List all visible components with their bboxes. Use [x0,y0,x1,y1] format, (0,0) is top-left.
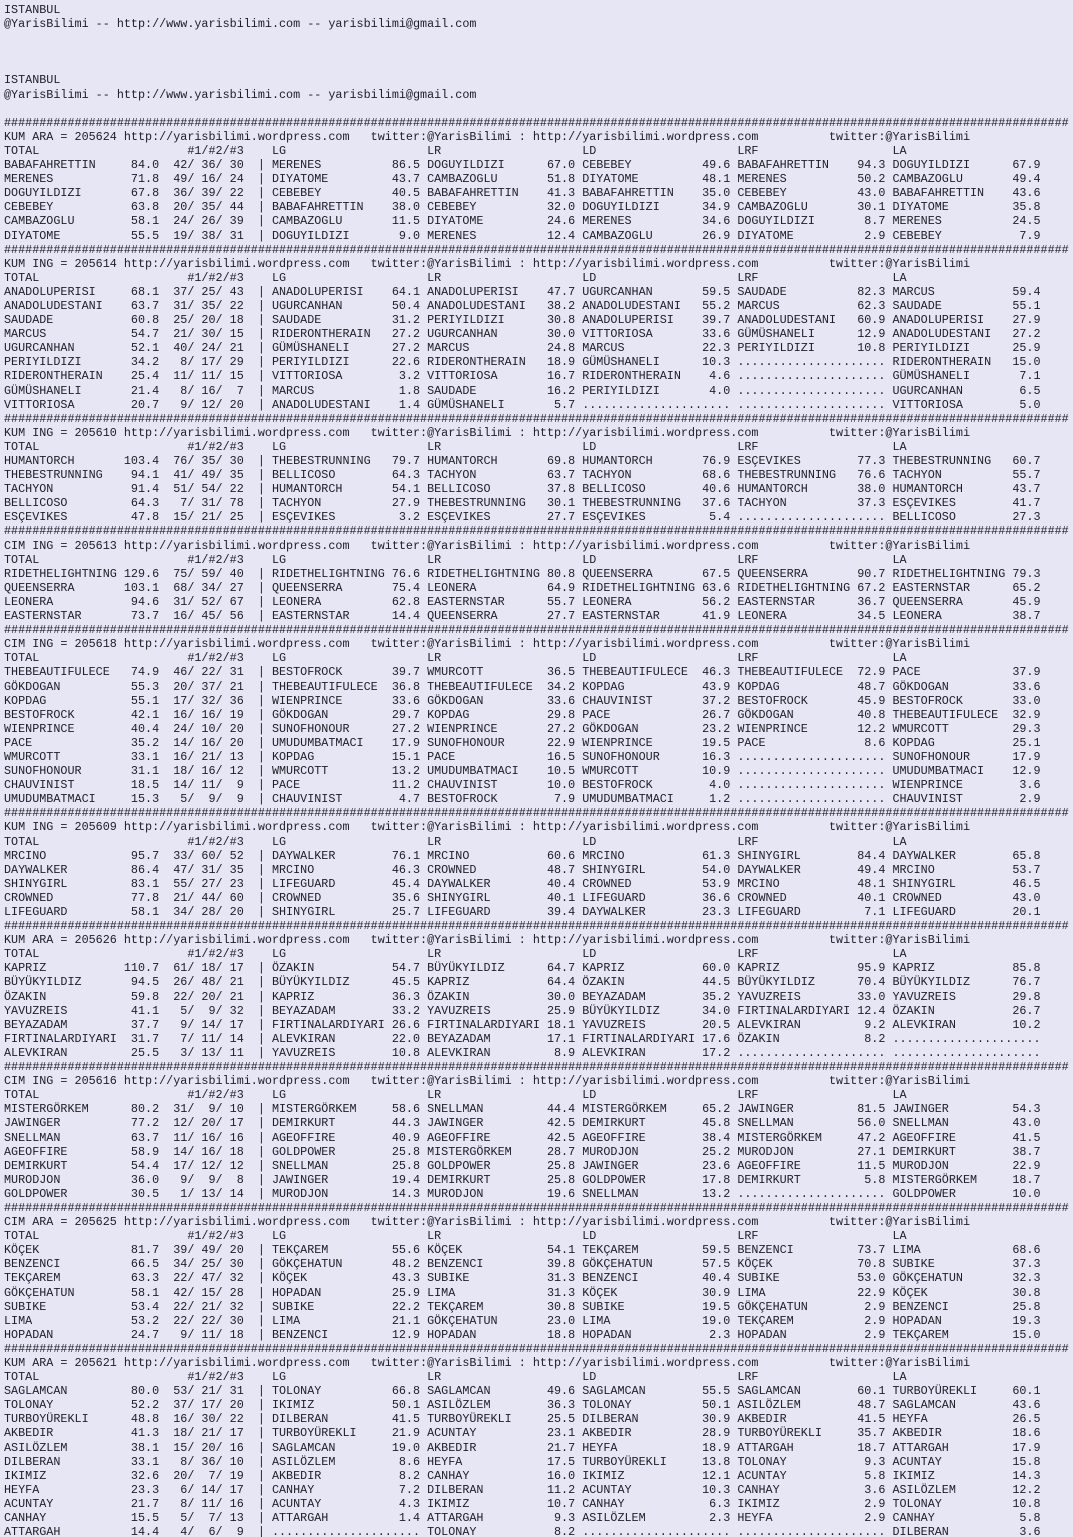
horse-row: ÖZAKIN 59.8 22/ 20/ 21 | KAPRIZ 36.3 ÖZAKIN 30.0 BEYAZADAM 35.2 YAVUZREIS 33.0 YAVUZREIS 29.8 [4,989,1041,1004]
column-header-line: TOTAL #1/#2/#3 LG LR LD LRF LA [4,651,907,666]
section-header-line: KUM ING = 205609 http://yarisbilimi.wordpress.com twitter:@YarisBilimi : http://yarisbilimi.wordpress.com twitter:@YarisBilimi [4,820,971,835]
horse-row: PERIYILDIZI 34.2 8/ 17/ 29 | PERIYILDIZI 22.6 RIDERONTHERAIN 18.9 GÜMÜSHANELI 10.3 ..................... RIDERONTHERAIN 15.0 [4,355,1041,370]
horse-row: SUBIKE 53.4 22/ 21/ 32 | SUBIKE 22.2 TEKÇAREM 30.8 SUBIKE 19.5 GÖKÇEHATUN 2.9 BENZENCI 25.8 [4,1299,1041,1314]
horse-row: UMUDUMBATMACI 15.3 5/ 9/ 9 | CHAUVINIST 4.7 BESTOFROCK 7.9 UMUDUMBATMACI 1.2 ..................... CHAUVINIST 2.9 [4,792,1041,807]
column-header-line: TOTAL #1/#2/#3 LG LR LD LRF LA [4,1088,907,1103]
separator-line: ####################################################################################################################################################### [4,806,1069,821]
horse-row: ESÇEVIKES 47.8 15/ 21/ 25 | ESÇEVIKES 3.2 ESÇEVIKES 27.7 ESÇEVIKES 5.4 ..................... BELLICOSO 27.3 [4,510,1041,525]
horse-row: HEYFA 23.3 6/ 14/ 17 | CANHAY 7.2 DILBERAN 11.2 ACUNTAY 10.3 CANHAY 3.6 ASILÖZLEM 12.2 [4,1482,1041,1497]
horse-row: DEMIRKURT 54.4 17/ 12/ 12 | SNELLMAN 25.8 GOLDPOWER 25.8 JAWINGER 23.6 AGEOFFIRE 11.5 MURODJON 22.9 [4,1158,1041,1173]
horse-row: LIMA 53.2 22/ 22/ 30 | LIMA 21.1 GÖKÇEHATUN 23.0 LIMA 19.0 TEKÇAREM 2.9 HOPADAN 19.3 [4,1313,1041,1328]
section-header-line: CIM ARA = 205625 http://yarisbilimi.wordpress.com twitter:@YarisBilimi : http://yarisbilimi.wordpress.com twitter:@YarisBilimi [4,1215,971,1230]
horse-row: RIDETHELIGHTNING 129.6 75/ 59/ 40 | RIDETHELIGHTNING 76.6 RIDETHELIGHTNING 80.8 QUEENSERRA 67.5 QUEENSERRA 90.7 RIDETHELIGHTNING 79.3 [4,566,1041,581]
horse-row: WMURCOTT 33.1 16/ 21/ 13 | KOPDAG 15.1 PACE 16.5 SUNOFHONOUR 16.3 ..................... SUNOFHONOUR 17.9 [4,749,1041,764]
horse-row: KÖÇEK 81.7 39/ 49/ 20 | TEKÇAREM 55.6 KÖÇEK 54.1 TEKÇAREM 59.5 BENZENCI 73.7 LIMA 68.6 [4,1243,1041,1258]
horse-row: ANADOLUDESTANI 63.7 31/ 35/ 22 | UGURCANHAN 50.4 ANADOLUDESTANI 38.2 ANADOLUDESTANI 55.2 MARCUS 62.3 SAUDADE 55.1 [4,298,1041,313]
horse-row: AKBEDIR 41.3 18/ 21/ 17 | TURBOYÜREKLI 21.9 ACUNTAY 23.1 AKBEDIR 28.9 TURBOYÜREKLI 35.7 AKBEDIR 18.6 [4,1426,1041,1441]
horse-row: CANHAY 15.5 5/ 7/ 13 | ATTARGAH 1.4 ATTARGAH 9.3 ASILÖZLEM 2.3 HEYFA 2.9 CANHAY 5.8 [4,1511,1041,1526]
horse-row: WIENPRINCE 40.4 24/ 10/ 20 | SUNOFHONOUR 27.2 WIENPRINCE 27.2 GÖKDOGAN 23.2 WIENPRINCE 12.2 WMURCOTT 29.3 [4,721,1041,736]
column-header-line: TOTAL #1/#2/#3 LG LR LD LRF LA [4,439,907,454]
horse-row: FIRTINALARDIYARI 31.7 7/ 11/ 14 | ALEVKIRAN 22.0 BEYAZADAM 17.1 FIRTINALARDIYARI 17.6 ÖZAKIN 8.2 ..................... [4,1031,1041,1046]
horse-row: MISTERGÖRKEM 80.2 31/ 9/ 10 | MISTERGÖRKEM 58.6 SNELLMAN 44.4 MISTERGÖRKEM 65.2 JAWINGER 81.5 JAWINGER 54.3 [4,1102,1041,1117]
section-header-line: CIM ING = 205618 http://yarisbilimi.wordpress.com twitter:@YarisBilimi : http://yarisbilimi.wordpress.com twitter:@YarisBilimi [4,637,971,652]
intro-title: ISTANBUL [4,73,61,88]
horse-row: SNELLMAN 63.7 11/ 16/ 16 | AGEOFFIRE 40.9 AGEOFFIRE 42.5 AGEOFFIRE 38.4 MISTERGÖRKEM 47.2 AGEOFFIRE 41.5 [4,1130,1041,1145]
horse-row: RIDERONTHERAIN 25.4 11/ 11/ 15 | VITTORIOSA 3.2 VITTORIOSA 16.7 RIDERONTHERAIN 4.6 ..................... GÜMÜSHANELI 7.1 [4,369,1041,384]
horse-row: CAMBAZOGLU 58.1 24/ 26/ 39 | CAMBAZOGLU 11.5 DIYATOME 24.6 MERENES 34.6 DOGUYILDIZI 8.7 MERENES 24.5 [4,214,1041,229]
section-header-line: KUM ARA = 205621 http://yarisbilimi.wordpress.com twitter:@YarisBilimi : http://yarisbilimi.wordpress.com twitter:@YarisBilimi [4,1356,971,1370]
horse-row: GÖKDOGAN 55.3 20/ 37/ 21 | THEBEAUTIFULECE 36.8 THEBEAUTIFULECE 34.2 KOPDAG 43.9 KOPDAG 48.7 GÖKDOGAN 33.6 [4,679,1041,694]
horse-row: KOPDAG 55.1 17/ 32/ 36 | WIENPRINCE 33.6 GÖKDOGAN 33.6 CHAUVINIST 37.2 BESTOFROCK 45.9 BESTOFROCK 33.0 [4,693,1041,708]
horse-row: DAYWALKER 86.4 47/ 31/ 35 | MRCINO 46.3 CROWNED 48.7 SHINYGIRL 54.0 DAYWALKER 49.4 MRCINO 53.7 [4,862,1041,877]
section-header-line: KUM ARA = 205624 http://yarisbilimi.wordpress.com twitter:@YarisBilimi : http://yarisbilimi.wordpress.com twitter:@YarisBilimi [4,129,971,144]
horse-row: BENZENCI 66.5 34/ 25/ 30 | GÖKÇEHATUN 48.2 BENZENCI 39.8 GÖKÇEHATUN 57.5 KÖÇEK 70.8 SUBIKE 37.3 [4,1257,1041,1272]
section-header-line: CIM ING = 205616 http://yarisbilimi.wordpress.com twitter:@YarisBilimi : http://yarisbilimi.wordpress.com twitter:@YarisBilimi [4,1074,971,1089]
horse-row: ACUNTAY 21.7 8/ 11/ 16 | ACUNTAY 4.3 IKIMIZ 10.7 CANHAY 6.3 IKIMIZ 2.9 TOLONAY 10.8 [4,1496,1041,1511]
horse-row: TURBOYÜREKLI 48.8 16/ 30/ 22 | DILBERAN 41.5 TURBOYÜREKLI 25.5 DILBERAN 30.9 AKBEDIR 41.5 HEYFA 26.5 [4,1412,1041,1427]
horse-row: VITTORIOSA 20.7 9/ 12/ 20 | ANADOLUDESTANI 1.4 GÜMÜSHANELI 5.7 ..................... ..................... VITTORIOSA 5.0 [4,397,1041,412]
separator-line: ####################################################################################################################################################### [4,411,1069,426]
horse-row: THEBEAUTIFULECE 74.9 46/ 22/ 31 | BESTOFROCK 39.7 WMURCOTT 36.5 THEBEAUTIFULECE 46.3 THEBEAUTIFULECE 72.9 PACE 37.9 [4,665,1041,680]
horse-row: CHAUVINIST 18.5 14/ 11/ 9 | PACE 11.2 CHAUVINIST 10.0 BESTOFROCK 4.0 ..................... WIENPRINCE 3.6 [4,778,1041,793]
separator-line: ####################################################################################################################################################### [4,1060,1069,1075]
horse-row: HOPADAN 24.7 9/ 11/ 18 | BENZENCI 12.9 HOPADAN 18.8 HOPADAN 2.3 HOPADAN 2.9 TEKÇAREM 15.0 [4,1327,1041,1342]
blank-line [4,31,1073,45]
horse-row: YAVUZREIS 41.1 5/ 9/ 32 | BEYAZADAM 33.2 YAVUZREIS 25.9 BÜYÜKYILDIZ 34.0 FIRTINALARDIYARI 12.4 ÖZAKIN 26.7 [4,1003,1041,1018]
horse-row: SAGLAMCAN 80.0 53/ 21/ 31 | TOLONAY 66.8 SAGLAMCAN 49.6 SAGLAMCAN 55.5 SAGLAMCAN 60.1 TURBOYÜREKLI 60.1 [4,1384,1041,1399]
horse-row: CEBEBEY 63.8 20/ 35/ 44 | BABAFAHRETTIN 38.0 CEBEBEY 32.0 DOGUYILDIZI 34.9 CAMBAZOGLU 30.1 DIYATOME 35.8 [4,200,1041,215]
horse-row: TOLONAY 52.2 37/ 17/ 20 | IKIMIZ 50.1 ASILÖZLEM 36.3 TOLONAY 50.1 ASILÖZLEM 48.7 SAGLAMCAN 43.6 [4,1398,1041,1413]
separator-line: ####################################################################################################################################################### [4,1341,1069,1356]
separator-line: ####################################################################################################################################################### [4,1200,1069,1215]
horse-row: GÜMÜSHANELI 21.4 8/ 16/ 7 | MARCUS 1.8 SAUDADE 16.2 PERIYILDIZI 4.0 ..................... UGURCANHAN 6.5 [4,383,1041,398]
horse-row: ATTARGAH 14.4 4/ 6/ 9 | ..................... TOLONAY 8.2 ..................... ..................... DILBERAN 3.6 [4,1525,1041,1537]
horse-row: HUMANTORCH 103.4 76/ 35/ 30 | THEBESTRUNNING 79.7 HUMANTORCH 69.8 HUMANTORCH 76.9 ESÇEVIKES 77.3 THEBESTRUNNING 60.7 [4,454,1041,468]
horse-row: BEYAZADAM 37.7 9/ 14/ 17 | FIRTINALARDIYARI 26.6 FIRTINALARDIYARI 18.1 YAVUZREIS 20.5 ALEVKIRAN 9.2 ALEVKIRAN 10.2 [4,1017,1041,1032]
horse-row: MURODJON 36.0 9/ 9/ 8 | JAWINGER 19.4 DEMIRKURT 25.8 GOLDPOWER 17.8 DEMIRKURT 5.8 MISTERGÖRKEM 18.7 [4,1172,1041,1187]
horse-row: KAPRIZ 110.7 61/ 18/ 17 | ÖZAKIN 54.7 BÜYÜKYILDIZ 64.7 KAPRIZ 60.0 KAPRIZ 95.9 KAPRIZ 85.8 [4,961,1041,976]
horse-row: BABAFAHRETTIN 84.0 42/ 36/ 30 | MERENES 86.5 DOGUYILDIZI 67.0 CEBEBEY 49.6 BABAFAHRETTIN 94.3 DOGUYILDIZI 67.9 [4,158,1041,173]
separator-line: ####################################################################################################################################################### [4,623,1069,638]
horse-row: AGEOFFIRE 58.9 14/ 16/ 18 | GOLDPOWER 25.8 MISTERGÖRKEM 28.7 MURODJON 25.2 MURODJON 27.1 DEMIRKURT 38.7 [4,1144,1041,1159]
horse-row: ALEVKIRAN 25.5 3/ 13/ 11 | YAVUZREIS 10.8 ALEVKIRAN 8.9 ALEVKIRAN 17.2 ..................... ..................... [4,1045,1041,1060]
section-header-line: CIM ING = 205613 http://yarisbilimi.wordpress.com twitter:@YarisBilimi : http://yarisbilimi.wordpress.com twitter:@YarisBilimi [4,538,971,553]
section-header-line: KUM ARA = 205626 http://yarisbilimi.wordpress.com twitter:@YarisBilimi : http://yarisbilimi.wordpress.com twitter:@YarisBilimi [4,933,971,948]
horse-row: TACHYON 91.4 51/ 54/ 22 | HUMANTORCH 54.1 BELLICOSO 37.8 BELLICOSO 40.6 HUMANTORCH 38.0 HUMANTORCH 43.7 [4,482,1041,497]
horse-row: SUNOFHONOUR 31.1 18/ 16/ 12 | WMURCOTT 13.2 UMUDUMBATMACI 10.5 WMURCOTT 10.9 ..................... UMUDUMBATMACI 12.9 [4,764,1041,779]
blank-line [4,45,1073,59]
horse-row: ASILÖZLEM 38.1 15/ 20/ 16 | SAGLAMCAN 19.0 AKBEDIR 21.7 HEYFA 18.9 ATTARGAH 18.7 ATTARGAH 17.9 [4,1440,1041,1455]
horse-row: BESTOFROCK 42.1 16/ 16/ 19 | GÖKDOGAN 29.7 KOPDAG 29.8 PACE 26.7 GÖKDOGAN 40.8 THEBEAUTIFULECE 32.9 [4,707,1041,722]
horse-row: ANADOLUPERISI 68.1 37/ 25/ 43 | ANADOLUPERISI 64.1 ANADOLUPERISI 47.7 UGURCANHAN 59.5 SAUDADE 82.3 MARCUS 59.4 [4,284,1041,299]
horse-row: GÖKÇEHATUN 58.1 42/ 15/ 28 | HOPADAN 25.9 LIMA 31.3 KÖÇEK 30.9 LIMA 22.9 KÖÇEK 30.8 [4,1285,1041,1300]
horse-row: LEONERA 94.6 31/ 52/ 67 | LEONERA 62.8 EASTERNSTAR 55.7 LEONERA 56.2 EASTERNSTAR 36.7 QUEENSERRA 45.9 [4,594,1041,609]
separator-line: ####################################################################################################################################################### [4,115,1069,130]
column-header-line: TOTAL #1/#2/#3 LG LR LD LRF LA [4,552,907,567]
horse-row: MARCUS 54.7 21/ 30/ 15 | RIDERONTHERAIN 27.2 UGURCANHAN 30.0 VITTORIOSA 33.6 GÜMÜSHANELI 12.9 ANADOLUDESTANI 27.2 [4,327,1041,342]
blank-line [4,102,1073,116]
horse-row: MERENES 71.8 49/ 16/ 24 | DIYATOME 43.7 CAMBAZOGLU 51.8 DIYATOME 48.1 MERENES 50.2 CAMBAZOGLU 49.4 [4,172,1041,187]
horse-row: BELLICOSO 64.3 7/ 31/ 78 | TACHYON 27.9 THEBESTRUNNING 30.1 THEBESTRUNNING 37.6 TACHYON 37.3 ESÇEVIKES 41.7 [4,496,1041,511]
intro-byline: @YarisBilimi -- http://www.yarisbilimi.com -- yarisbilimi@gmail.com [4,17,477,32]
horse-row: GOLDPOWER 30.5 1/ 13/ 14 | MURODJON 14.3 MURODJON 19.6 SNELLMAN 13.2 ..................... GOLDPOWER 10.0 [4,1186,1041,1201]
horse-row: MRCINO 95.7 33/ 60/ 52 | DAYWALKER 76.1 MRCINO 60.6 MRCINO 61.3 SHINYGIRL 84.4 DAYWALKER 65.8 [4,848,1041,863]
horse-row: LIFEGUARD 58.1 34/ 28/ 20 | SHINYGIRL 25.7 LIFEGUARD 39.4 DAYWALKER 23.3 LIFEGUARD 7.1 LIFEGUARD 20.1 [4,905,1041,919]
horse-row: SAUDADE 60.8 25/ 20/ 18 | SAUDADE 31.2 PERIYILDIZI 30.8 ANADOLUPERISI 39.7 ANADOLUDESTANI 60.9 ANADOLUPERISI 27.9 [4,313,1041,328]
separator-line: ####################################################################################################################################################### [4,919,1069,934]
column-header-line: TOTAL #1/#2/#3 LG LR LD LRF LA [4,270,907,285]
blank-line [4,59,1073,73]
horse-row: IKIMIZ 32.6 20/ 7/ 19 | AKBEDIR 8.2 CANHAY 16.0 IKIMIZ 12.1 ACUNTAY 5.8 IKIMIZ 14.3 [4,1468,1041,1483]
horse-row: UGURCANHAN 52.1 40/ 24/ 21 | GÜMÜSHANELI 27.2 MARCUS 24.8 MARCUS 22.3 PERIYILDIZI 10.8 PERIYILDIZI 25.9 [4,341,1041,356]
separator-line: ####################################################################################################################################################### [4,524,1069,539]
column-header-line: TOTAL #1/#2/#3 LG LR LD LRF LA [4,834,907,849]
section-header-line: KUM ING = 205614 http://yarisbilimi.wordpress.com twitter:@YarisBilimi : http://yarisbilimi.wordpress.com twitter:@YarisBilimi [4,256,971,271]
horse-row: EASTERNSTAR 73.7 16/ 45/ 56 | EASTERNSTAR 14.4 QUEENSERRA 27.7 EASTERNSTAR 41.9 LEONERA 34.5 LEONERA 38.7 [4,609,1041,624]
horse-row: DOGUYILDIZI 67.8 36/ 39/ 22 | CEBEBEY 40.5 BABAFAHRETTIN 41.3 BABAFAHRETTIN 35.0 CEBEBEY 43.0 BABAFAHRETTIN 43.6 [4,186,1041,201]
horse-row: THEBESTRUNNING 94.1 41/ 49/ 35 | BELLICOSO 64.3 TACHYON 63.7 TACHYON 68.6 THEBESTRUNNING 76.6 TACHYON 55.7 [4,468,1041,483]
horse-row: JAWINGER 77.2 12/ 20/ 17 | DEMIRKURT 44.3 JAWINGER 42.5 DEMIRKURT 45.8 SNELLMAN 56.0 SNELLMAN 43.0 [4,1116,1041,1131]
horse-row: BÜYÜKYILDIZ 94.5 26/ 48/ 21 | BÜYÜKYILDIZ 45.5 KAPRIZ 64.4 ÖZAKIN 44.5 BÜYÜKYILDIZ 70.4 BÜYÜKYILDIZ 76.7 [4,975,1041,990]
horse-row: CROWNED 77.8 21/ 44/ 60 | CROWNED 35.6 SHINYGIRL 40.1 LIFEGUARD 36.6 CROWNED 40.1 CROWNED 43.0 [4,890,1041,905]
horse-row: DILBERAN 33.1 8/ 36/ 10 | ASILÖZLEM 8.6 HEYFA 17.5 TURBOYÜREKLI 13.8 TOLONAY 9.3 ACUNTAY 15.8 [4,1454,1041,1469]
column-header-line: TOTAL #1/#2/#3 LG LR LD LRF LA [4,1370,907,1385]
horse-row: QUEENSERRA 103.1 68/ 34/ 27 | QUEENSERRA 75.4 LEONERA 64.9 RIDETHELIGHTNING 63.6 RIDETHELIGHTNING 67.2 EASTERNSTAR 65.2 [4,580,1041,595]
intro-title: ISTANBUL [4,3,61,17]
column-header-line: TOTAL #1/#2/#3 LG LR LD LRF LA [4,1229,907,1244]
horse-row: PACE 35.2 14/ 16/ 20 | UMUDUMBATMACI 17.9 SUNOFHONOUR 22.9 WIENPRINCE 19.5 PACE 8.6 KOPDAG 25.1 [4,735,1041,750]
horse-row: SHINYGIRL 83.1 55/ 27/ 23 | LIFEGUARD 45.4 DAYWALKER 40.4 CROWNED 53.9 MRCINO 48.1 SHINYGIRL 46.5 [4,876,1041,891]
column-header-line: TOTAL #1/#2/#3 LG LR LD LRF LA [4,947,907,962]
horse-row: DIYATOME 55.5 19/ 38/ 31 | DOGUYILDIZI 9.0 MERENES 12.4 CAMBAZOGLU 26.9 DIYATOME 2.9 CEBEBEY 7.9 [4,228,1041,243]
separator-line: ####################################################################################################################################################### [4,242,1069,257]
column-header-line: TOTAL #1/#2/#3 LG LR LD LRF LA [4,143,907,158]
section-header-line: KUM ING = 205610 http://yarisbilimi.wordpress.com twitter:@YarisBilimi : http://yarisbilimi.wordpress.com twitter:@YarisBilimi [4,425,971,440]
intro-byline: @YarisBilimi -- http://www.yarisbilimi.com -- yarisbilimi@gmail.com [4,87,477,102]
horse-row: TEKÇAREM 63.3 22/ 47/ 32 | KÖÇEK 43.3 SUBIKE 31.3 BENZENCI 40.4 SUBIKE 53.0 GÖKÇEHATUN 32.3 [4,1271,1041,1286]
